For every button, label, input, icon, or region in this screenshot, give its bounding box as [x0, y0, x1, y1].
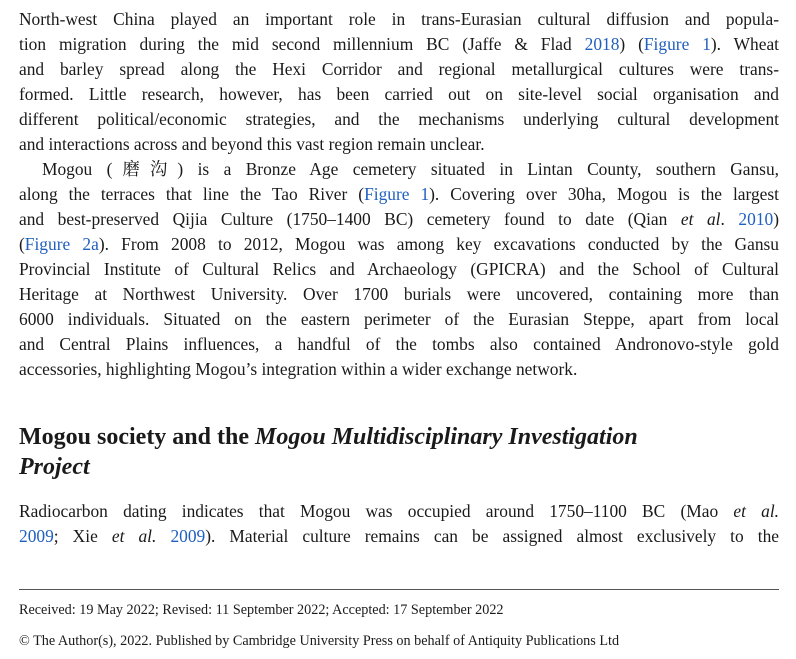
- paragraph-1-line-5: different political/economic strategies, and the mechanisms underlying cultural development: [19, 109, 779, 129]
- text: along the terraces that line the Tao River (: [19, 184, 365, 204]
- text: ). Material culture remains can be assigned almost exclusively to the: [205, 526, 780, 546]
- figure-2a-link[interactable]: Figure 2a: [24, 234, 99, 254]
- text: Radiocarbon dating indicates that Mogou was occupied around 1750–1100 BC (Mao: [19, 501, 734, 521]
- paragraph-2-line-5: Provincial Institute of Cultural Relics and Archaeology (GPICRA) and the School of Cultural: [19, 259, 779, 279]
- paragraph-1-line-6: and interactions across and beyond this vast region remain unclear.: [19, 134, 485, 154]
- paragraph-2-line-3: [19, 208, 779, 230]
- copyright-notice: © The Author(s), 2022. Published by Cambridge University Press on behalf of Antiquity Publications Ltd: [19, 633, 620, 649]
- paragraph-2-line-4: [19, 233, 779, 255]
- et-al-italic: et al: [680, 209, 721, 229]
- heading-italic-text: Mogou Multidisciplinary Investigation: [255, 424, 638, 450]
- citation-link-year[interactable]: 2009: [19, 526, 54, 546]
- received-dates: Received: 19 May 2022; Revised: 11 September 2022; Accepted: 17 September 2022: [19, 602, 504, 618]
- text: [156, 526, 170, 546]
- citation-link-year[interactable]: 2018: [584, 34, 620, 54]
- paragraph-2-line-7: 6000 individuals. Situated on the eastern perimeter of the Eurasian Steppe, apart from local: [19, 309, 779, 329]
- paragraph-3-line-2: [19, 525, 779, 547]
- citation-link-year[interactable]: 2009: [170, 526, 206, 546]
- text: .: [720, 209, 739, 229]
- heading-text: Mogou society and the: [19, 424, 255, 450]
- footer-divider: [19, 589, 779, 590]
- section-heading-line-2: [19, 453, 90, 481]
- text: ). Covering over 30ha, Mogou is the largest: [429, 184, 779, 204]
- paragraph-1-line-3: and barley spread along the Hexi Corridor and regional metallurgical cultures were trans-: [19, 59, 779, 79]
- paragraph-2-line-6: Heritage at Northwest University. Over 1700 burials were uncovered, containing more than: [19, 284, 779, 304]
- paragraph-2-line-9: accessories, highlighting Mogou’s integration within a wider exchange network.: [19, 359, 578, 379]
- paragraph-2-line-1: Mogou (磨沟) is a Bronze Age cemetery situated in Lintan County, southern Gansu,: [42, 159, 779, 179]
- text: tion migration during the mid second millennium BC (Jaffe & Flad: [19, 34, 585, 54]
- paragraph-1-line-2: [19, 33, 779, 55]
- paragraph-3-line-1: [19, 500, 779, 522]
- text: ; Xie: [53, 526, 112, 546]
- figure-1-link[interactable]: Figure 1: [643, 34, 711, 54]
- text: ) (: [619, 34, 644, 54]
- heading-italic-text: Project: [19, 454, 90, 480]
- text: and best-preserved Qijia Culture (1750–1400 BC) cemetery found to date (Qian: [19, 209, 681, 229]
- text: ). Wheat: [710, 34, 779, 54]
- paragraph-1-line-1: North-west China played an important role in trans-Eurasian cultural diffusion and popula-: [19, 9, 779, 29]
- et-al-italic: et al.: [733, 501, 779, 521]
- et-al-italic: et al.: [111, 526, 157, 546]
- paragraph-2-line-2: [19, 183, 779, 205]
- text: ): [773, 209, 779, 229]
- paragraph-1-line-4: formed. Little research, however, has been carried out on site-level social organisation and: [19, 84, 779, 104]
- figure-1-link[interactable]: Figure 1: [364, 184, 430, 204]
- text: ). From 2008 to 2012, Mogou was among key excavations conducted by the Gansu: [98, 234, 779, 254]
- section-heading-line-1: [19, 423, 638, 451]
- text: (: [19, 234, 25, 254]
- paragraph-2-line-8: and Central Plains influences, a handful of the tombs also contained Andronovo-style gold: [19, 334, 779, 354]
- citation-link-year[interactable]: 2010: [738, 209, 774, 229]
